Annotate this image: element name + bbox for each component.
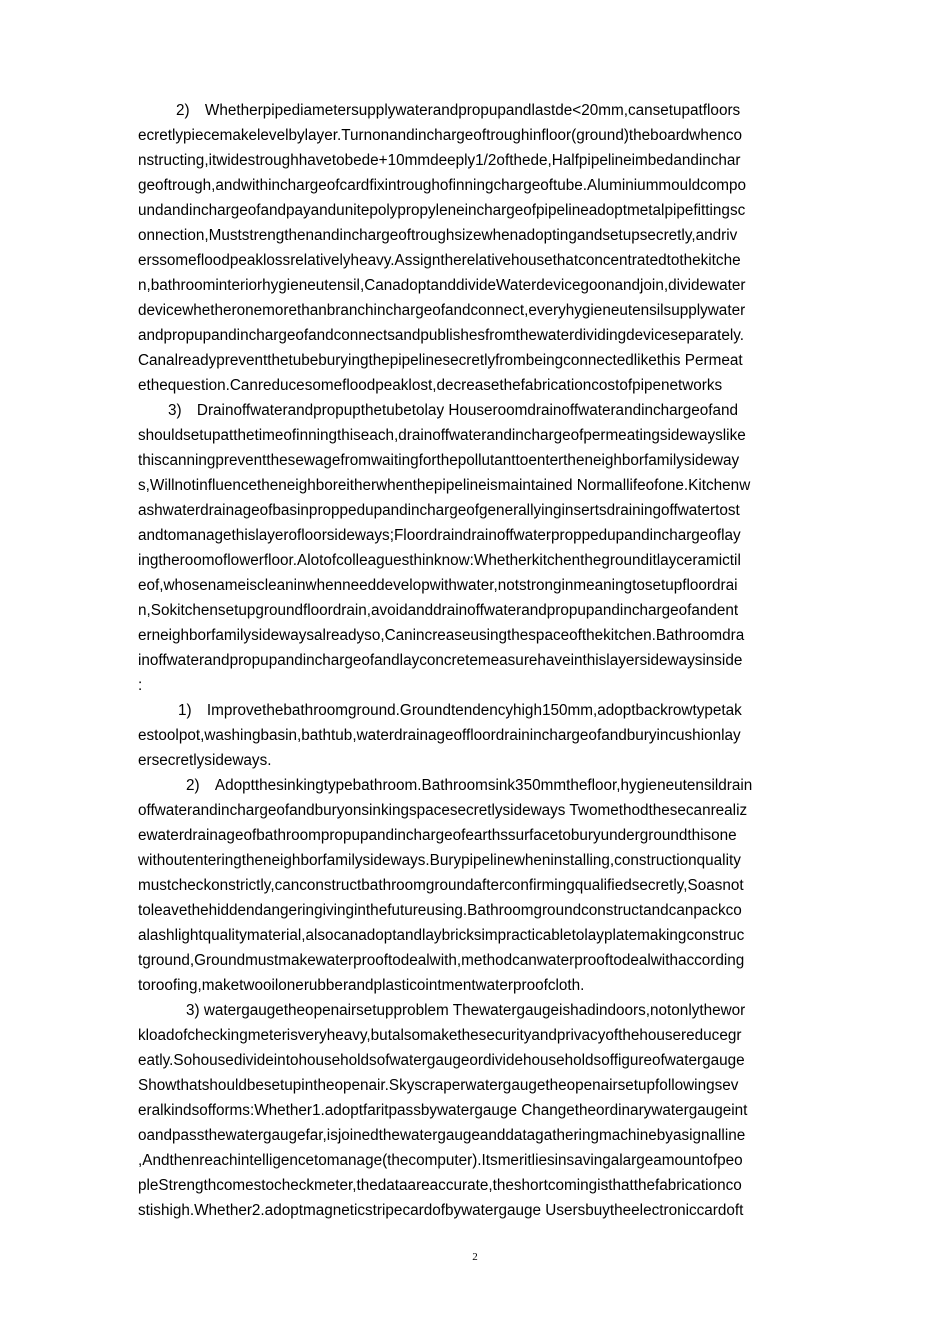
text-line: ecretlypiecemakelevelbylayer.Turnonandinchargeoftroughinfloor(ground)theboardwhenco	[138, 127, 743, 144]
text-line: eralkindsofforms:Whether1.adoptfaritpassbywatergauge Changetheordinarywatergaugeint	[138, 1102, 748, 1119]
text-line: ,Andthenreachintelligencetomanage(thecomputer).Itsmeritliesinsavingalargeamountofpeo	[138, 1152, 743, 1169]
text-line: 3) Drainoffwaterandpropupthetubetolay Houseroomdrainoffwaterandinchargeofand	[168, 402, 739, 419]
text-line: n,Sokitchensetupgroundfloordrain,avoidanddrainoffwaterandpropupandinchargeofandent	[138, 602, 739, 619]
text-line: Showthatshouldbesetupintheopenair.Skyscraperwatergaugetheopenairsetupfollowingsev	[138, 1077, 739, 1094]
text-line: toleavethehiddendangeringivinginthefutureusing.Bathroomgroundconstructandcanpackco	[138, 902, 742, 919]
page-number: 2	[472, 1251, 478, 1263]
text-line: estoolpot,washingbasin,bathtub,waterdrainageoffloordraininchargeofandburyincushionlay	[138, 727, 741, 744]
text-line: offwaterandinchargeofandburyonsinkingspacesecretlysideways Twomethodthesecanrealiz	[138, 802, 748, 819]
text-line: 2) Whetherpipediametersupplywaterandpropupandlastde<20mm,cansetupatfloors	[176, 102, 741, 119]
text-line: 3) watergaugetheopenairsetupproblem Thewatergaugeishadindoors,notonlythewor	[186, 1002, 746, 1019]
text-line: withoutenteringtheneighborfamilysideways.Burypipelinewheninstalling,constructionquality	[138, 852, 741, 869]
text-line: 2) Adoptthesinkingtypebathroom.Bathroomsink350mmthefloor,hygieneutensildrain	[186, 777, 753, 794]
text-line: Canalreadypreventthetubeburyingthepipelinesecretlyfrombeingconnectedlikethis Permeat	[138, 352, 743, 369]
text-line: toroofing,maketwooilonerubberandplasticointmentwaterproofcloth.	[138, 977, 585, 994]
text-line: erssomefloodpeaklossrelativelyheavy.Assigntherelativehousethatconcentratedtothekitche	[138, 252, 741, 269]
text-line: geoftrough,andwithinchargeofcardfixintroughofinningchargeoftube.Aluminiummouldcompo	[138, 177, 747, 194]
text-line: erneighborfamilysidewaysalreadyso,Canincreaseusingthespaceofthekitchen.Bathroomdra	[138, 627, 745, 644]
text-line: undandinchargeofandpayandunitepolypropyleneinchargeofpipelineadoptmetalpipefittingsc	[138, 202, 746, 219]
text-line: andpropupandinchargeofandconnectsandpublishesfromthewaterdividingdeviceseparately.	[138, 327, 745, 344]
text-line: ewaterdrainageofbathroompropupandinchargeofearthssurfacetoburyundergroundthisone	[138, 827, 737, 844]
text-line: shouldsetupatthetimeofinningthiseach,drainoffwaterandinchargeofpermeatingsidewayslike	[138, 427, 746, 444]
body-text	[138, 98, 814, 1223]
text-line: s,Willnotinfluencetheneighboreitherwhenthepipelineismaintained Normallifeofone.Kitchenw	[138, 477, 751, 494]
text-line: :	[138, 677, 143, 694]
text-line: eof,whosenameiscleaninwhenneeddevelopwithwater,notstronginmeaningtosetupfloordrai	[138, 577, 738, 594]
text-line: ashwaterdrainageofbasinproppedupandinchargeofgenerallyinginsertsdrainingoffwatertost	[138, 502, 740, 519]
text-line: stishigh.Whether2.adoptmagneticstripecardofbywatergauge Usersbuytheelectroniccardoft	[138, 1202, 744, 1219]
text-line: mustcheckonstrictly,canconstructbathroomgroundafterconfirmingqualifiedsecretly,Soasnot	[138, 877, 744, 894]
text-line: andtomanagethislayerofloorsideways;Floordraindrainoffwaterproppedupandinchargeoflay	[138, 527, 741, 544]
text-line: nstructing,itwidestroughhavetobede+10mmdeeply1/2ofthede,Halfpipelineimbedandinchar	[138, 152, 741, 169]
text-line: devicewhetheronemorethanbranchinchargeofandconnect,everyhygieneutensilsupplywater	[138, 302, 746, 319]
text-line: oandpassthewatergaugefar,isjoinedthewatergaugeanddatagatheringmachinebyasignalline	[138, 1127, 746, 1144]
text-line: thiscanningpreventthesewagefromwaitingforthepollutanttoentertheneighborfamilysideway	[138, 452, 740, 469]
text-line: tground,Groundmustmakewaterprooftodealwith,methodcanwaterprooftodealwithaccording	[138, 952, 745, 969]
text-line: ethequestion.Canreducesomefloodpeaklost,decreasethefabricationcostofpipenetworks	[138, 377, 723, 394]
text-line: n,bathroominteriorhygieneutensil,CanadoptanddivideWaterdevicegoonandjoin,dividewater	[138, 277, 746, 294]
text-line: onnection,Muststrengthenandinchargeoftroughsizewhenadoptingandsetupsecretly,andriv	[138, 227, 738, 244]
text-line: alashlightqualitymaterial,alsocanadoptandlaybricksimpracticabletolayplatemakingconstruc	[138, 927, 745, 944]
text-line: ersecretlysideways.	[138, 752, 272, 769]
text-line: ingtheroomoflowerfloor.Alotofcolleaguesthinknow:Whetherkitchenthegrounditlayceramictil	[138, 552, 741, 569]
text-line: eatly.Sohousedivideintohouseholdsofwatergaugeordividehouseholdsoffigureofwatergauge	[138, 1052, 745, 1069]
text-line: kloadofcheckingmeterisveryheavy,butalsomakethesecurityandprivacyofthehousereducegr	[138, 1027, 742, 1044]
text-line: pleStrengthcomestocheckmeter,thedataareaccurate,theshortcomingisthatthefabricationco	[138, 1177, 742, 1194]
text-line: inoffwaterandpropupandinchargeofandlayconcretemeasurehaveinthislayersidewaysinside	[138, 652, 743, 669]
text-line: 1) Improvethebathroomground.Groundtendencyhigh150mm,adoptbackrowtypetak	[178, 702, 742, 719]
